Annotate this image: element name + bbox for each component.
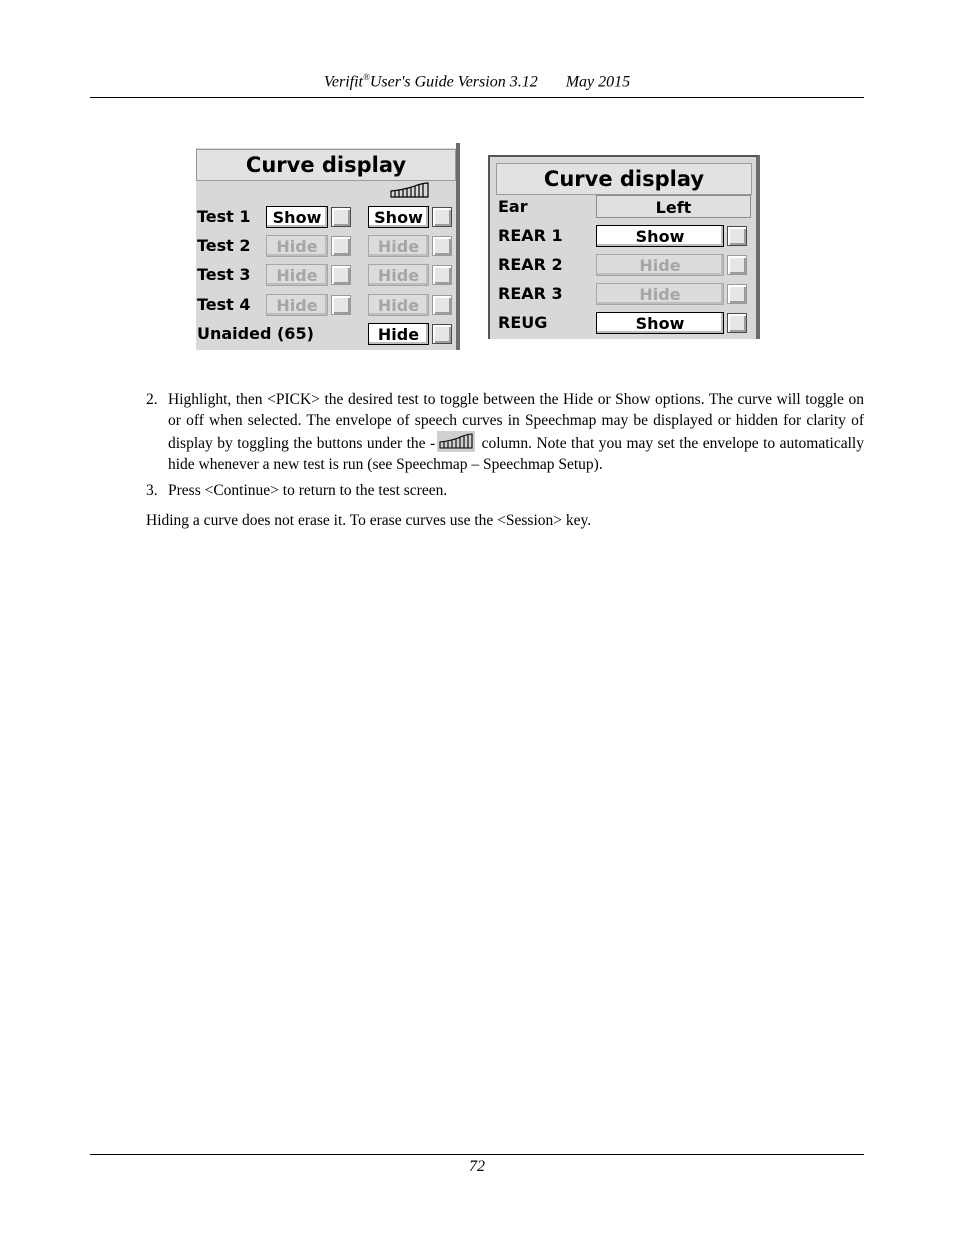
row-label-test-3: Test 3 — [197, 265, 251, 284]
row-label-rear-1: REAR 1 — [498, 226, 563, 245]
test-4-envelope-toggle[interactable]: Hide — [368, 294, 429, 316]
rear-2-checkbox[interactable] — [727, 255, 747, 275]
rear-2-toggle[interactable]: Hide — [596, 254, 724, 276]
curve-display-panel-rem — [488, 155, 760, 339]
step-text-part-2: column. Note that you may set the envelope to automatically hide whenever a new test is run (see Speechmap – Speechmap Setup). — [168, 435, 864, 473]
test-2-curve-toggle[interactable]: Hide — [266, 235, 328, 257]
test-4-envelope-checkbox[interactable] — [432, 295, 452, 315]
test-2-curve-checkbox[interactable] — [331, 236, 351, 256]
panel-title-rem: Curve display — [496, 163, 752, 195]
page-header — [90, 66, 864, 98]
reug-toggle[interactable]: Show — [596, 312, 724, 334]
test-3-curve-checkbox[interactable] — [331, 265, 351, 285]
header-title-prefix: Verifit — [323, 73, 363, 91]
panel-title: Curve display — [196, 149, 456, 181]
test-3-envelope-toggle[interactable]: Hide — [368, 264, 429, 286]
test-4-curve-toggle[interactable]: Hide — [266, 294, 328, 316]
header-date: May 2015 — [565, 73, 631, 91]
test-1-envelope-checkbox[interactable] — [432, 207, 452, 227]
test-2-envelope-checkbox[interactable] — [432, 236, 452, 256]
reug-checkbox[interactable] — [727, 313, 747, 333]
header-title-rest: User's Guide Version 3.12 — [369, 73, 538, 91]
test-2-envelope-toggle[interactable]: Hide — [368, 235, 429, 257]
ear-label: Ear — [498, 197, 528, 216]
step-text: Press <Continue> to return to the test screen. — [168, 482, 448, 499]
rear-3-toggle[interactable]: Hide — [596, 283, 724, 305]
rear-1-checkbox[interactable] — [727, 226, 747, 246]
test-3-curve-toggle[interactable]: Hide — [266, 264, 328, 286]
curve-display-panel-tests — [196, 143, 460, 350]
rear-1-toggle[interactable]: Show — [596, 225, 724, 247]
unaided-envelope-checkbox[interactable] — [432, 324, 452, 344]
row-label-test-4: Test 4 — [197, 295, 251, 314]
test-4-curve-checkbox[interactable] — [331, 295, 351, 315]
speech-envelope-icon[interactable] — [390, 181, 430, 201]
speech-envelope-icon — [437, 431, 475, 452]
unaided-envelope-toggle[interactable]: Hide — [368, 323, 429, 345]
test-1-curve-checkbox[interactable] — [331, 207, 351, 227]
rear-3-checkbox[interactable] — [727, 284, 747, 304]
registered-mark: ® — [362, 72, 370, 82]
test-1-envelope-toggle[interactable]: Show — [368, 206, 429, 228]
row-label-unaided: Unaided (65) — [197, 324, 314, 343]
list-item — [146, 480, 864, 501]
row-label-rear-3: REAR 3 — [498, 284, 563, 303]
test-3-envelope-checkbox[interactable] — [432, 265, 452, 285]
row-label-test-2: Test 2 — [197, 236, 251, 255]
list-number: 3. — [146, 482, 158, 499]
test-1-curve-toggle[interactable]: Show — [266, 206, 328, 228]
page-number: 72 — [469, 1158, 485, 1175]
row-label-test-1: Test 1 — [197, 207, 251, 226]
list-item — [146, 389, 864, 475]
list-number: 2. — [146, 391, 158, 408]
row-label-rear-2: REAR 2 — [498, 255, 563, 274]
closing-paragraph: Hiding a curve does not erase it. To erase curves use the <Session> key. — [146, 512, 592, 529]
step-text-part-1: Highlight, then <PICK> the desired test to toggle between the Hide or Show options. The curve will toggle on or off when selected. The envelope of speech curves in Speechmap may be displayed or hidden for clarity of display by toggling the buttons under the - — [168, 391, 864, 452]
ear-value-field: Left — [596, 195, 751, 218]
footer-rule — [90, 1154, 864, 1155]
row-label-reug: REUG — [498, 313, 548, 332]
